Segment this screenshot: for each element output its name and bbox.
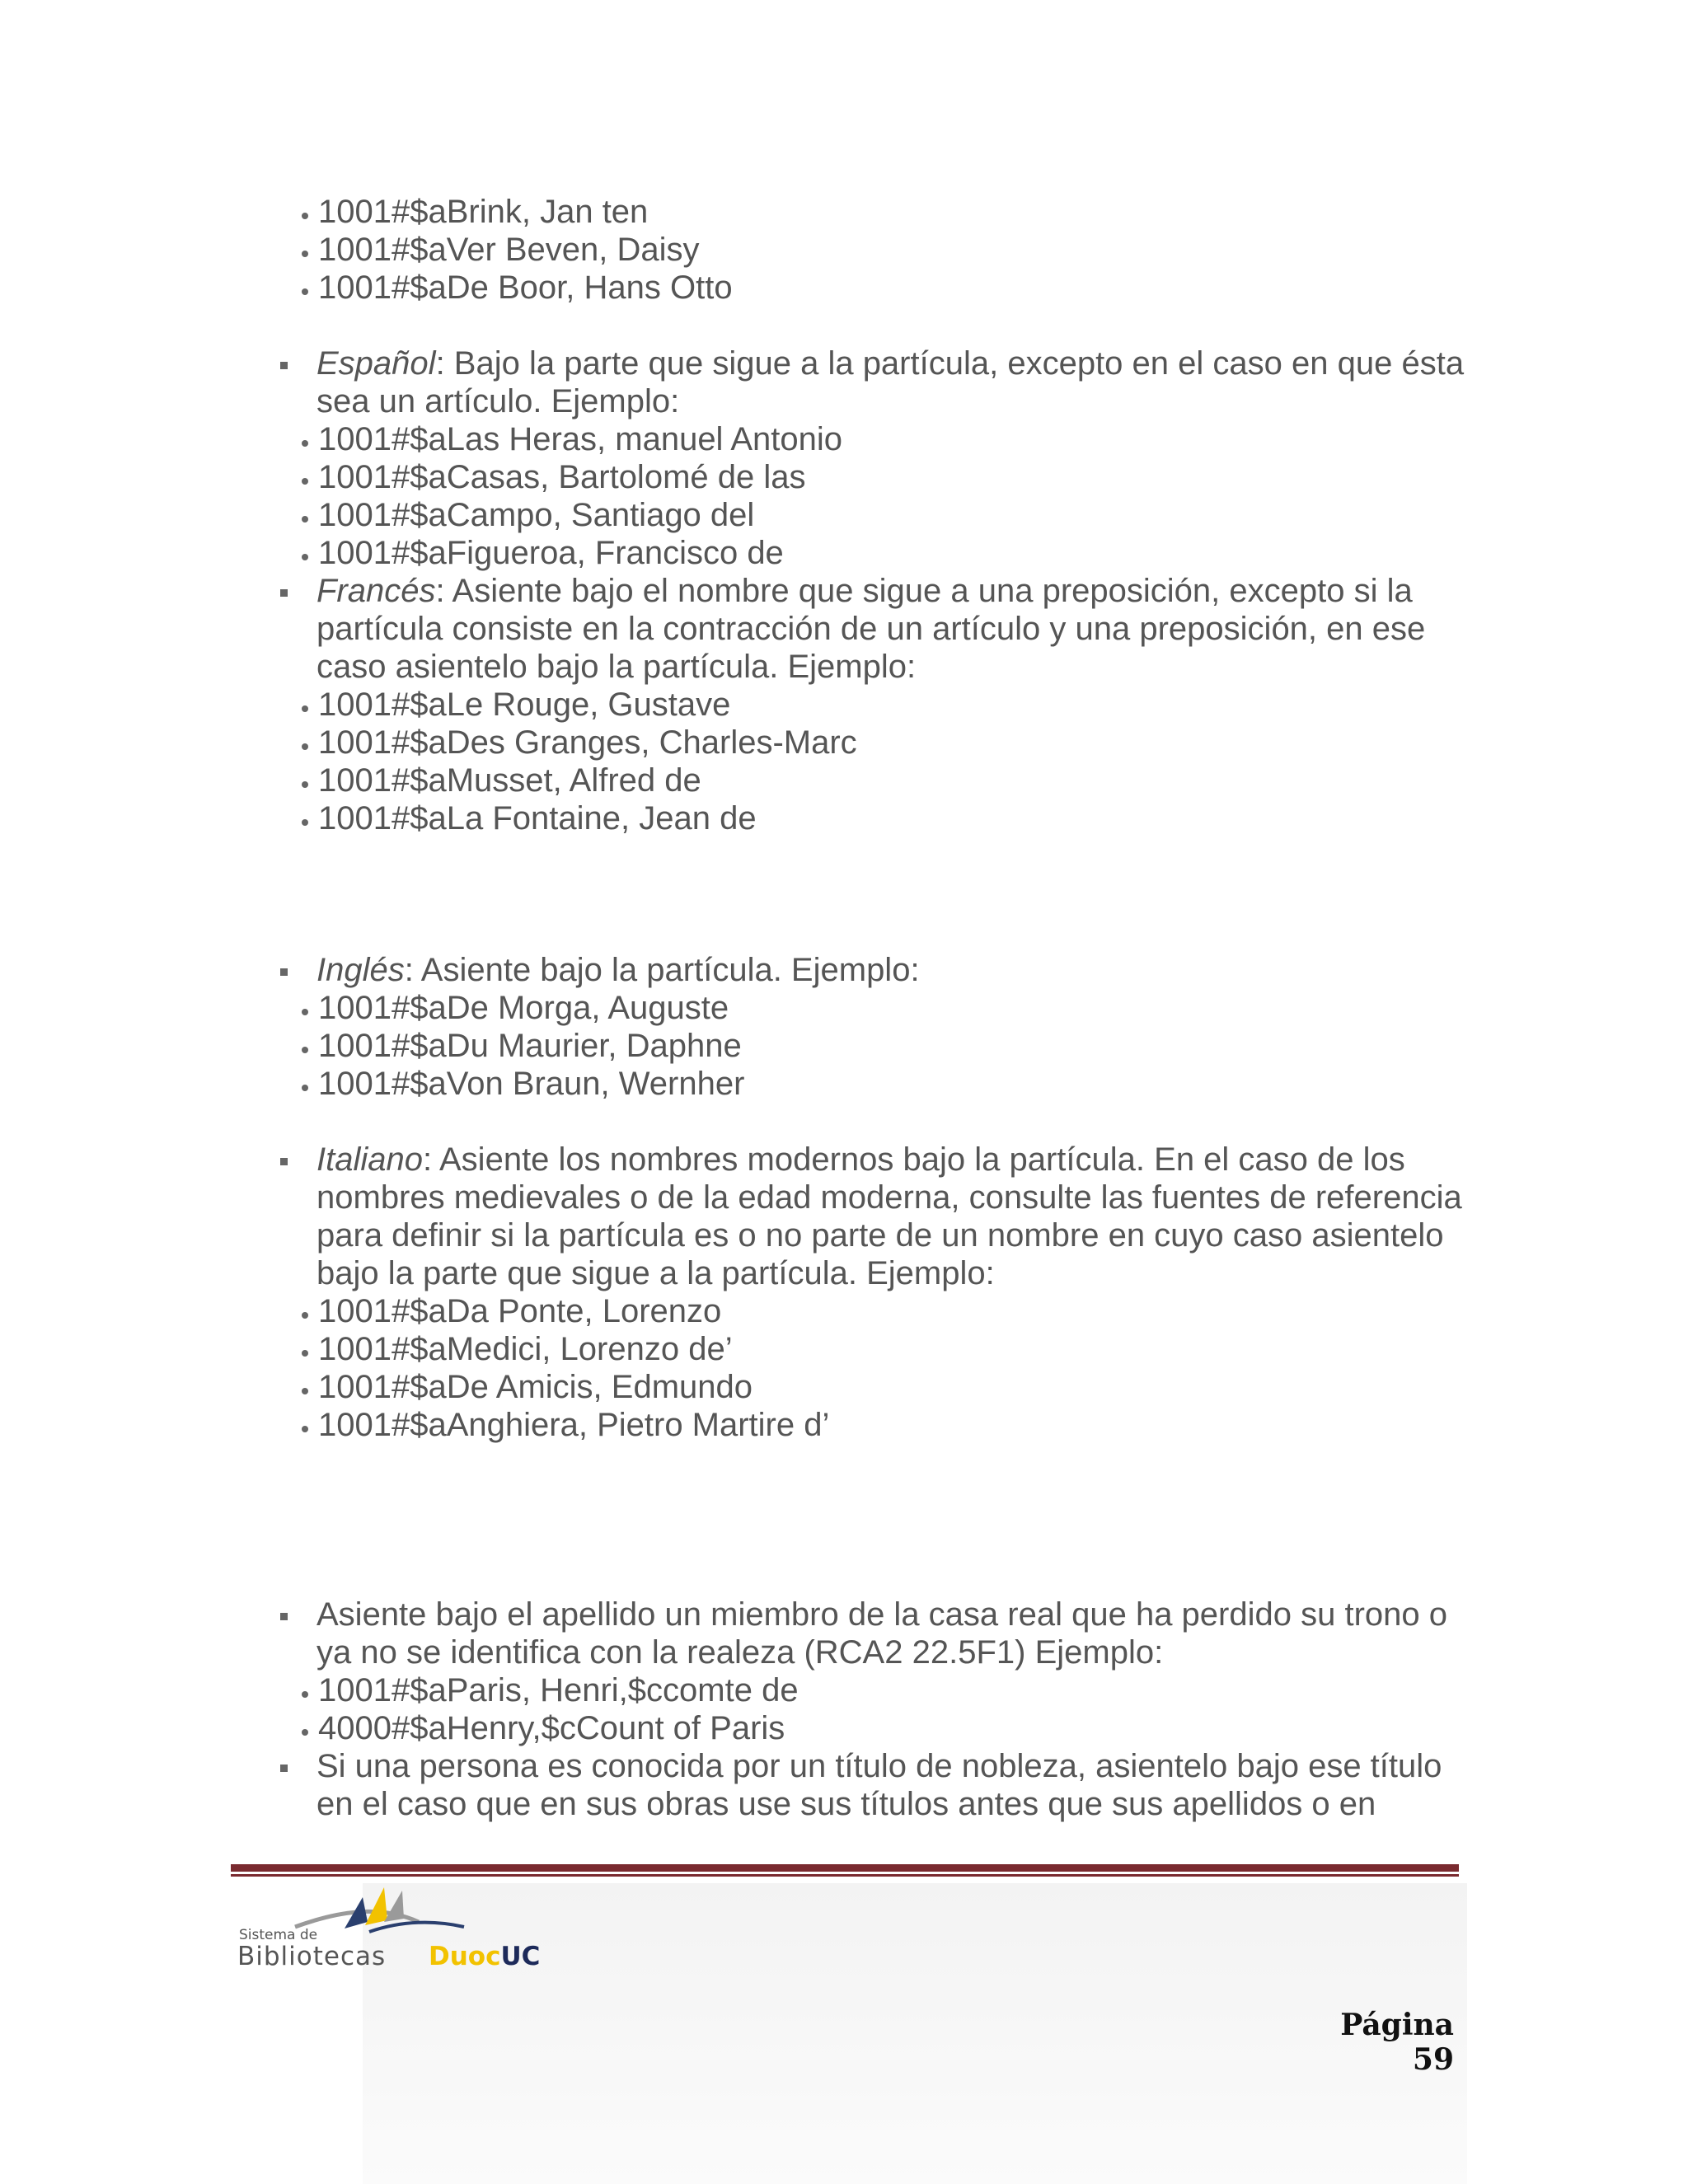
example-item: 1001#$aFigueroa, Francisco de [280,534,1467,572]
example-item: 1001#$aVon Braun, Wernher [280,1065,1467,1103]
rule-french [280,572,1467,837]
language-name: Inglés [316,952,405,988]
rule-text: Asiente bajo el apellido un miembro de la casa real que ha perdido su trono o ya no se identifica con la realeza (RCA2 22.5F1) Ejemplo: [316,1596,1447,1671]
rule-english [280,951,1467,1103]
rule-text: Inglés: Asiente bajo la partícula. Ejemplo: [316,952,920,988]
library-logo [237,1879,584,1971]
rule-royal-house [280,1596,1467,1747]
example-item: 4000#$aHenry,$cCount of Paris [280,1709,1467,1747]
example-list [280,989,1467,1103]
example-item: 1001#$aLas Heras, manuel Antonio [280,420,1467,458]
example-item: 1001#$aBrink, Jan ten [280,193,1467,231]
example-item: 1001#$aMusset, Alfred de [280,762,1467,799]
example-list [280,1671,1467,1747]
example-item: 1001#$aMedici, Lorenzo de’ [280,1330,1467,1368]
example-item: 1001#$aDe Morga, Auguste [280,989,1467,1027]
rule-text: Si una persona es conocida por un título de nobleza, asientelo bajo ese título en el caso que en sus obras use sus títulos antes que sus apellidos o en [316,1748,1442,1822]
example-item: 1001#$aVer Beven, Daisy [280,231,1467,269]
rule-spanish [280,344,1467,572]
logo-brand: DuocUC [429,1942,541,1971]
footer-rule [231,1864,1459,1872]
example-item: 1001#$aAnghiera, Pietro Martire d’ [280,1406,1467,1444]
example-item: 1001#$aDu Maurier, Daphne [280,1027,1467,1065]
example-item: 1001#$aLe Rouge, Gustave [280,686,1467,724]
rule-italian [280,1141,1467,1444]
example-list [280,686,1467,837]
language-name: Italiano [316,1141,423,1178]
example-item: 1001#$aLa Fontaine, Jean de [280,799,1467,837]
example-item: 1001#$aParis, Henri,$ccomte de [280,1671,1467,1709]
example-item: 1001#$aCampo, Santiago del [280,496,1467,534]
footer-rule-thin [231,1874,1459,1877]
example-item: 1001#$aDe Amicis, Edmundo [280,1368,1467,1406]
logo-line-2: Bibliotecas [237,1942,387,1971]
example-item: 1001#$aDe Boor, Hans Otto [280,269,1467,307]
page-content [280,193,1467,1823]
language-name: Francés [316,573,436,609]
example-item: 1001#$aCasas, Bartolomé de las [280,458,1467,496]
example-item: 1001#$aDes Granges, Charles-Marc [280,724,1467,762]
example-item: 1001#$aDa Ponte, Lorenzo [280,1292,1467,1330]
rule-text: Francés: Asiente bajo el nombre que sigue a una preposición, excepto si la partícula consiste en la contracción de un artículo y una preposición, en ese caso asientelo bajo la partícula. Ejemplo: [316,573,1426,685]
rules-list [280,344,1467,1823]
intro-example-list [280,193,1467,307]
rule-text: Italiano: Asiente los nombres modernos bajo la partícula. En el caso de los nombres medievales o de la edad moderna, consulte las fuentes de referencia para definir si la partícula es o no parte de un nombre en cuyo caso asientelo bajo la parte que sigue a la partícula. Ejemplo: [316,1141,1462,1291]
language-name: Español [316,345,436,382]
logo-line-1: Sistema de [239,1927,318,1943]
example-list [280,420,1467,572]
page-number: Página 59 [1340,2008,1454,2077]
rule-nobility-title [280,1747,1467,1823]
rule-text: Español: Bajo la parte que sigue a la partícula, excepto en el caso en que ésta sea un artículo. Ejemplo: [316,345,1465,419]
example-list [280,1292,1467,1444]
